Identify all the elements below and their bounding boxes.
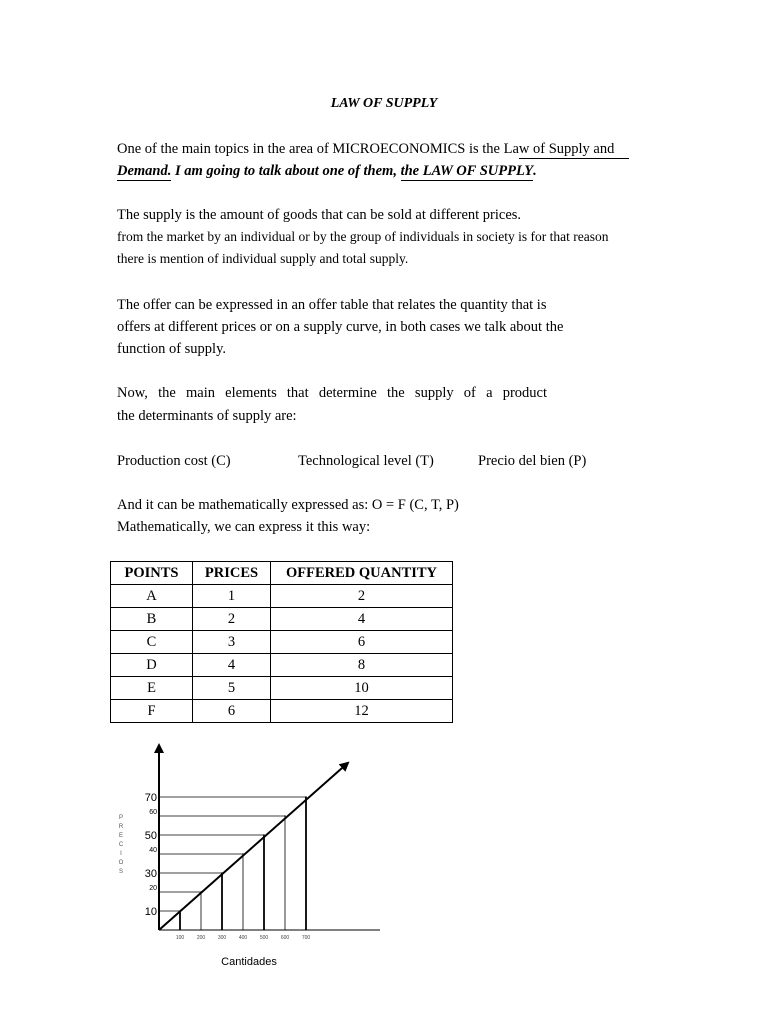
x-tick-label: 500 [259, 935, 269, 941]
supply-line [159, 763, 348, 930]
x-tick-label: 300 [217, 935, 227, 941]
x-tick-label: 100 [175, 935, 185, 941]
header-prices: PRICES [193, 562, 271, 585]
y-label-letter: C [118, 842, 124, 848]
table-row: B 2 4 [111, 608, 453, 631]
paragraph-4-line-2: the determinants of supply are: [117, 408, 297, 424]
underlined-law-of-supply: the LAW OF SUPPLY [400, 163, 534, 179]
y-tick-label: 40 [149, 847, 157, 854]
table-header-row [111, 562, 453, 585]
supply-series [159, 763, 348, 930]
paragraph-3-line-3: function of supply. [117, 341, 227, 357]
data-point [200, 891, 202, 893]
table-row: C 3 6 [111, 631, 453, 654]
y-tick-label: 10 [144, 906, 157, 918]
data-point [221, 872, 223, 874]
intro-period: . [533, 163, 537, 179]
expression-line-2: Mathematically, we can express it this way: [117, 519, 371, 535]
paragraph-2-line-3: there is mention of individual supply and total supply. [117, 251, 409, 266]
determinant-cost: Production cost (C) [117, 453, 231, 469]
x-tick-label: 200 [196, 935, 206, 941]
table-row: F 6 12 [111, 700, 453, 723]
intro-text: One of the main topics in the area of MICROECONOMICS is the La [117, 141, 519, 157]
y-tick-label: 20 [149, 885, 157, 892]
data-point [179, 910, 181, 912]
table-row: D 4 8 [111, 654, 453, 677]
y-label-letter: S [118, 869, 124, 875]
intro-text-2: I am going to talk about one of them, [171, 163, 401, 179]
data-point [263, 834, 265, 836]
x-tick-labels [176, 935, 311, 941]
y-tick-label: 60 [149, 809, 157, 816]
determinant-tech: Technological level (T) [298, 453, 434, 469]
supply-curve-chart [100, 735, 400, 975]
y-label-letter: P [118, 815, 124, 821]
underlined-demand: Demand. [117, 163, 172, 179]
intro-line-1 [117, 141, 629, 159]
data-point [242, 853, 244, 855]
underlined-text: w of Supply and [519, 141, 629, 159]
y-tick-label: 30 [144, 868, 157, 880]
y-tick-labels [145, 792, 157, 918]
header-offered-quantity: OFFERED QUANTITY [271, 562, 453, 585]
data-point [305, 796, 307, 798]
header-points: POINTS [111, 562, 193, 585]
paragraph-3-line-1: The offer can be expressed in an offer table that relates the quantity that is [117, 297, 547, 313]
table-row: A 1 2 [111, 585, 453, 608]
y-axis-label [119, 815, 124, 875]
table-row: E 5 10 [111, 677, 453, 700]
x-tick-label: 700 [301, 935, 311, 941]
page-title: LAW OF SUPPLY [330, 96, 438, 111]
paragraph-2-line-1: The supply is the amount of goods that can be sold at different prices. [117, 207, 522, 223]
data-point [284, 815, 286, 817]
paragraph-3-line-2: offers at different prices or on a supply curve, in both cases we talk about the [117, 319, 564, 335]
expression-line-1: And it can be mathematically expressed as: O = F (C, T, P) [117, 497, 459, 513]
x-tick-label: 600 [280, 935, 290, 941]
y-tick-label: 70 [144, 792, 157, 804]
x-axis-label: Cantidades [221, 956, 277, 968]
y-label-letter: I [120, 851, 122, 857]
intro-line-2 [117, 163, 537, 181]
supply-table [110, 561, 453, 723]
determinant-price: Precio del bien (P) [478, 453, 587, 469]
y-label-letter: R [118, 824, 124, 830]
y-label-letter: E [118, 833, 124, 839]
y-tick-label: 50 [144, 830, 157, 842]
paragraph-4-line-1: Now, the main elements that determine the supply of a product [117, 385, 547, 401]
x-tick-label: 400 [238, 935, 248, 941]
y-label-letter: O [118, 860, 124, 866]
paragraph-2-line-2: from the market by an individual or by the group of individuals in society is for that reason [117, 229, 609, 244]
